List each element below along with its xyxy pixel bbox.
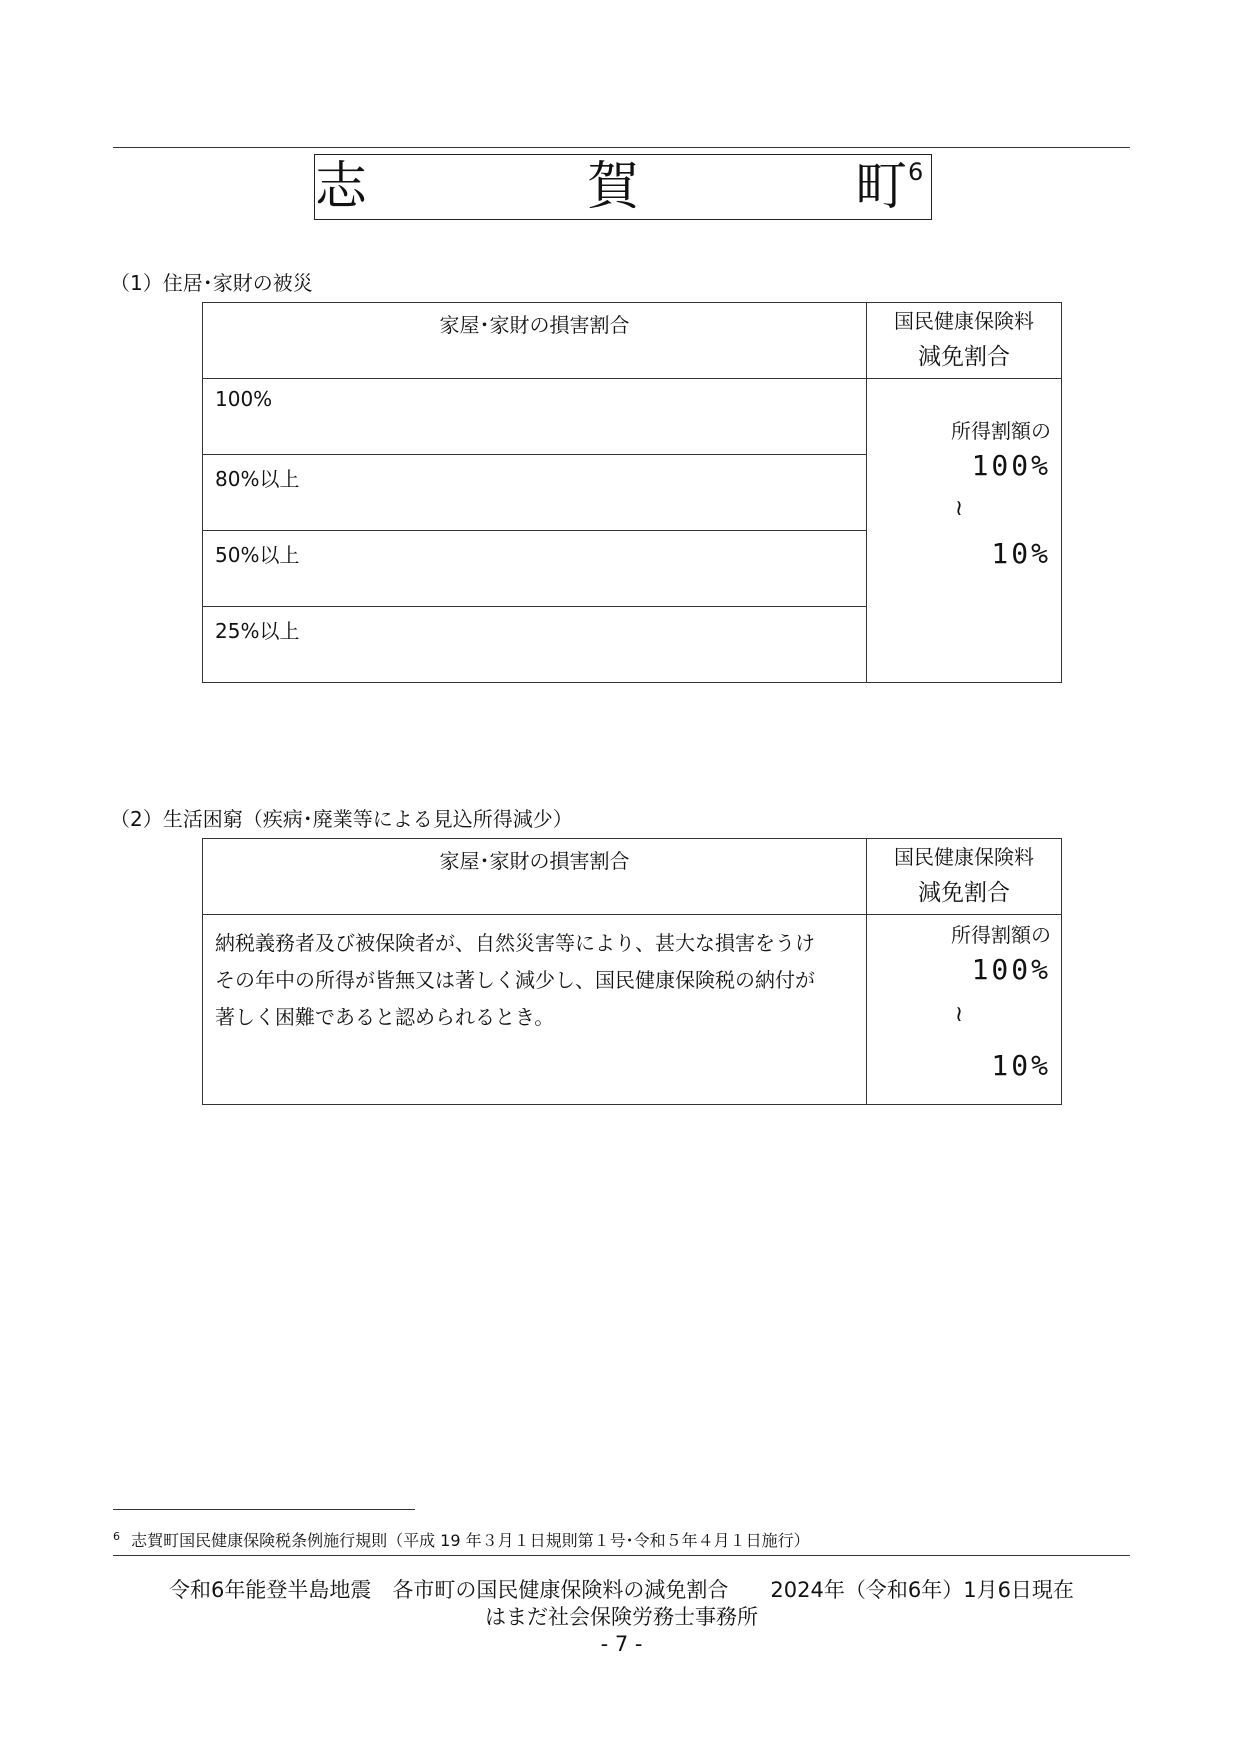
footnote-text: 志賀町国民健康保険税条例施行規則（平成 19 年３月１日規則第１号･令和５年４月１日施行） — [131, 1531, 810, 1551]
section2-rate-cell — [867, 915, 1062, 1105]
section2-header-left: 家屋･家財の損害割合 — [203, 839, 867, 915]
title-char-3: 町 — [855, 157, 908, 217]
section2-header-right-line2: 減免割合 — [918, 880, 1010, 906]
section2-header-right-line1: 国民健康保険料 — [894, 845, 1034, 869]
section1-header-right-line1: 国民健康保険料 — [894, 309, 1034, 333]
section1-rate-cell — [867, 379, 1062, 683]
section2-heading: （2）生活困窮（疾病･廃業等による見込所得減少） — [110, 807, 573, 831]
footer-line-1: 令和6年能登半島地震 各市町の国民健康保険料の減免割合 2024年（令和6年）1月6日現在 — [169, 1578, 1074, 1602]
section2-header-right — [867, 839, 1062, 915]
top-rule — [113, 147, 1130, 148]
section1-heading: （1）住居･家財の被災 — [110, 271, 313, 295]
paragraph-line: 著しく困難であると認められるとき。 — [215, 1005, 555, 1029]
footer-rule — [113, 1555, 1130, 1556]
section2-paragraph — [203, 915, 867, 1105]
footnote-separator — [113, 1509, 415, 1510]
section2-rate-max: 100% — [971, 953, 1051, 986]
title-char-1: 志 — [315, 157, 368, 217]
title-footnote-marker: 6 — [908, 158, 924, 186]
section1-rate-max: 100% — [971, 449, 1051, 482]
title-char-2: 賀 — [587, 157, 640, 217]
table-row: 25%以上 — [203, 607, 867, 683]
footer-line-2: はまだ社会保険労務士事務所 — [485, 1605, 758, 1629]
section1-table — [202, 302, 1062, 683]
section2-rate-range-icon: ≀ — [954, 1002, 964, 1027]
section1-header-right — [867, 303, 1062, 379]
section2-table — [202, 838, 1062, 1105]
table-row: 80%以上 — [203, 455, 867, 531]
paragraph-line: その年中の所得が皆無又は著しく減少し、国民健康保険税の納付が — [215, 968, 815, 992]
footnote-marker: 6 — [113, 1530, 120, 1543]
table-row: 50%以上 — [203, 531, 867, 607]
table-row: 100% — [203, 379, 867, 455]
section1-rate-range-icon: ≀ — [954, 496, 964, 521]
section1-header-left: 家屋･家財の損害割合 — [203, 303, 867, 379]
section2-rate-min: 10% — [991, 1049, 1051, 1082]
section2-rate-label: 所得割額の — [951, 923, 1051, 947]
page-number: - 7 - — [600, 1632, 643, 1656]
page-title — [314, 154, 932, 220]
footnote — [113, 1527, 810, 1551]
section1-rate-label: 所得割額の — [951, 419, 1051, 443]
paragraph-line: 納税義務者及び被保険者が、自然災害等により、甚大な損害をうけ — [215, 931, 815, 955]
section1-header-right-line2: 減免割合 — [918, 344, 1010, 370]
section1-rate-min: 10% — [991, 537, 1051, 570]
